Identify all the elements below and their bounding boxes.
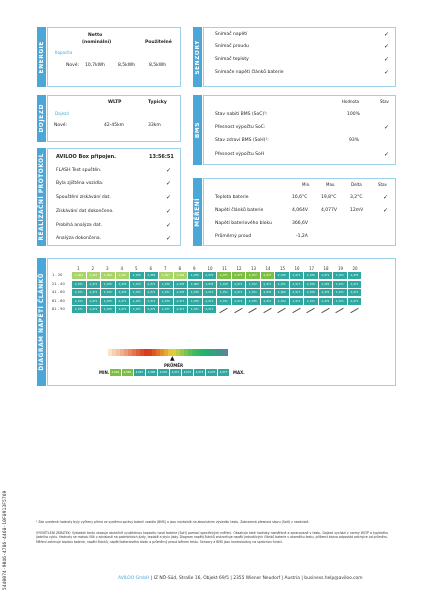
- check-icon: ✓: [166, 222, 172, 229]
- cell-voltage: 4,070: [116, 289, 130, 296]
- mereni-col-delta: Delta: [351, 182, 362, 187]
- cell-voltage: 4,071: [275, 281, 289, 288]
- cell-voltage: 4,070: [203, 281, 217, 288]
- cell-voltage: 4,070: [174, 281, 188, 288]
- check-icon: ✓: [384, 56, 390, 63]
- column-number: 11: [222, 266, 228, 271]
- check-icon: ✓: [383, 194, 389, 201]
- energie-row-label: Kapacita: [55, 50, 73, 55]
- column-number: 4: [120, 266, 124, 271]
- cell-voltage: 4,071: [319, 272, 333, 279]
- mereni-row-2-delta: 12mV: [350, 208, 364, 213]
- minmax-scale-cell: 4,073: [195, 371, 204, 374]
- dojezd-col-wltp: WLTP: [108, 100, 122, 105]
- dojezd-wltp-value: 42-45km: [104, 123, 125, 128]
- bms-row-3-label: Stav zdraví BMS (SoH)¹:: [215, 138, 269, 143]
- gradient-segment: [224, 349, 228, 356]
- cell-voltage: 4,071: [87, 281, 101, 288]
- explanation: VYSVĚTLENÍ ZKRATEK: Výsledek testu ukazuje skutečně využitelnou kapacitu nové baterie (SoH) pomocí specifických měření. Obsahuje také hodnoty naměřené a zpracované v testu. Dojezd vychází z normy WLTP a typického jízdního cyklu. Hodnoty se mohou lišit v závislosti na podmínkách jízdy, teplotě a stylu jízdy. Diagram napětí článků znázorňuje napětí jednotlivých článků baterie v okamžiku testu, přičemž barva odpovídá odchylce od průměru. Měření zahrnuje teplotu baterie, napětí článků, napětí bateriového bloku a průměrný proud během testu. Senzory a BMS jsou kontrolovány na správnou funkci.: [36, 531, 388, 544]
- protokol-label: REALIZAČNÍ PROTOKOL: [38, 153, 45, 241]
- column-number: 14: [265, 266, 271, 271]
- mereni-row-4-label: Průměrný proud: [215, 234, 252, 239]
- mereni-band: [193, 178, 202, 246]
- cell-voltage: 4,071: [333, 281, 347, 288]
- column-number: 16: [294, 266, 300, 271]
- senzory-item-3: Snímač teploty: [215, 57, 249, 62]
- cell-voltage: 4,071: [333, 289, 347, 296]
- bms-col-stav: Stav: [380, 99, 389, 104]
- cell-voltage: 4,070: [217, 281, 231, 288]
- energie-nominalni-value: 8,5kWh: [118, 63, 136, 68]
- minmax-scale-cell: 4,075: [207, 371, 216, 374]
- protokol-item-6: Analýza dokončena.: [56, 236, 102, 241]
- cell-voltage: 4,071: [290, 272, 304, 279]
- energie-box: [47, 27, 181, 87]
- column-number: 15: [280, 266, 286, 271]
- mereni-row-3-min: 366,6V: [292, 221, 308, 226]
- mereni-row-2-max: 4,077V: [321, 208, 337, 213]
- cell-voltage: 4,070: [116, 281, 130, 288]
- column-number: 6: [149, 266, 153, 271]
- minmax-scale-cell: 4,064: [111, 371, 120, 374]
- minmax-scale-cell: 4,077: [219, 371, 228, 374]
- dojezd-typicky-value: 33km: [148, 123, 161, 128]
- cell-voltage: 4,071: [304, 298, 318, 305]
- mereni-row-2-min: 4,064V: [292, 208, 308, 213]
- check-icon: ✓: [166, 208, 172, 215]
- senzory-box: [203, 27, 396, 87]
- cell-voltage: 4,071: [348, 298, 362, 305]
- cell-voltage: 4,070: [319, 289, 333, 296]
- mereni-row-3-label: Napětí bateriového bloku: [215, 221, 272, 226]
- cell-voltage: 4,071: [72, 281, 86, 288]
- check-icon: ✓: [384, 43, 390, 50]
- bms-row-1-value: 100%: [347, 112, 360, 117]
- column-number: 18: [323, 266, 329, 271]
- cell-voltage: 4,072: [275, 298, 289, 305]
- cell-voltage: 4,070: [246, 298, 260, 305]
- mereni-col-max: Max.: [326, 182, 336, 187]
- cell-voltage: 4,071: [290, 298, 304, 305]
- mereni-row-2-label: Napětí článků baterie: [215, 208, 264, 213]
- footer-separator: |: [301, 576, 305, 581]
- column-number: 13: [251, 266, 257, 271]
- mereni-row-1-label: Teplota baterie: [215, 195, 249, 200]
- cell-voltage: 4,071: [145, 281, 159, 288]
- cell-voltage: 4,070: [101, 281, 115, 288]
- bms-row-2-label: Přesnost výpočtu SoC:: [215, 125, 266, 130]
- row-range-label: 61 - 80: [52, 298, 65, 303]
- cell-voltage: 4,069: [188, 281, 202, 288]
- cell-voltage: 4,069: [319, 281, 333, 288]
- column-number: 1: [77, 266, 80, 271]
- cell-voltage: 4,070: [203, 272, 217, 279]
- cell-voltage: 4,064: [72, 272, 86, 279]
- dojezd-label: DOJEZD: [38, 104, 45, 133]
- energie-band: [37, 27, 46, 87]
- minmax-scale-cell: 4,072: [183, 371, 192, 374]
- cell-voltage: 4,071: [290, 281, 304, 288]
- cell-voltage: 4,071: [290, 289, 304, 296]
- footer-email: business.help@aviloo.com: [304, 576, 363, 581]
- minmax-scale-cell: 4,070: [159, 371, 168, 374]
- mereni-row-4-min: -1,2A: [296, 234, 308, 239]
- check-icon: ✓: [166, 235, 172, 242]
- row-range-label: 41 - 60: [52, 290, 65, 294]
- footer-separator: |: [281, 576, 285, 581]
- cell-voltage: 4,070: [348, 272, 362, 279]
- cell-voltage: 4,072: [145, 298, 159, 305]
- cell-voltage: 4,070: [101, 306, 115, 313]
- senzory-item-2: Snímač proudu: [215, 44, 249, 49]
- cell-voltage: 4,071: [246, 289, 260, 296]
- cell-voltage: 4,071: [116, 306, 130, 313]
- cell-voltage: 4,070: [275, 272, 289, 279]
- cell-voltage: 4,070: [130, 272, 144, 279]
- check-icon: ✓: [166, 167, 172, 174]
- cell-voltage: 4,071: [203, 298, 217, 305]
- protokol-item-1: FLASH Test spuštěn.: [56, 168, 102, 173]
- cell-voltage: 4,071: [217, 289, 231, 296]
- protokol-item-5: Probíhá analýza dat.: [56, 223, 102, 228]
- mereni-col-stav: Stav: [378, 182, 387, 187]
- cell-voltage: 4,070: [319, 298, 333, 305]
- column-number: 9: [193, 266, 196, 271]
- minmax-scale-cell: 4,068: [147, 371, 156, 374]
- energie-col-pouzitelne: Použitelné: [145, 40, 172, 45]
- cell-voltage: 4,072: [246, 281, 260, 288]
- minmax-scale-cell: 4,067: [135, 371, 144, 374]
- cell-voltage: 4,071: [116, 298, 130, 305]
- cell-voltage: 4,071: [203, 306, 217, 313]
- footer-line: [118, 577, 363, 581]
- cell-voltage: 4,070: [261, 289, 275, 296]
- cell-voltage: 4,070: [188, 289, 202, 296]
- cell-voltage: 4,077: [217, 272, 231, 279]
- cell-voltage: 4,070: [174, 289, 188, 296]
- bms-row-1-label: Stav nabití BMS (SoC)¹:: [215, 112, 268, 117]
- diagram-label: DIAGRAM NAPĚTÍ ČLÁNKŮ: [38, 273, 45, 371]
- senzory-label: SENZORY: [194, 39, 201, 75]
- check-icon: ✓: [384, 69, 390, 76]
- cell-voltage: 4,071: [130, 289, 144, 296]
- cell-voltage: 4,070: [188, 298, 202, 305]
- minmax-scale-cell: 4,066: [123, 371, 132, 374]
- column-number: 8: [178, 266, 182, 271]
- cell-voltage: 4,068: [174, 272, 188, 279]
- cell-voltage: 4,070: [101, 298, 115, 305]
- cell-voltage: 4,069: [275, 289, 289, 296]
- row-range-label: 81 - 90: [52, 307, 65, 311]
- protokol-item-2: Byla zjištěna vozidla.: [56, 181, 104, 186]
- column-number: 2: [91, 266, 95, 271]
- column-number: 3: [106, 266, 109, 271]
- cell-voltage: 4,071: [261, 281, 275, 288]
- energie-nove-label: Nové:: [66, 63, 80, 68]
- cell-voltage: 4,071: [130, 306, 144, 313]
- bms-row-4-label: Přesnost výpočtu SoH: [215, 152, 265, 157]
- cell-voltage: 4,071: [159, 306, 173, 313]
- cell-voltage: 4,071: [188, 306, 202, 313]
- cell-voltage: 4,071: [261, 298, 275, 305]
- cell-voltage: 4,071: [232, 298, 246, 305]
- cell-voltage: 4,077: [232, 272, 246, 279]
- mereni-row-1-min: 16,6°C: [292, 195, 308, 200]
- cell-voltage: 4,071: [203, 289, 217, 296]
- cell-voltage: 4,070: [159, 298, 173, 305]
- footnote: ¹ Zde uvedené hodnoty byly vyčteny přímo ze systému správy baterií vozidla (BMS) a jsou nezávislé na absolutním výsledku testu. Zobrazená přesnost stavu (SoH) z nezávislé.: [36, 520, 310, 524]
- document-id: 5440074-9046-4786-4468-10F8913F5769: [3, 490, 8, 590]
- cell-voltage: 4,070: [304, 272, 318, 279]
- mereni-row-1-max: 19,8°C: [321, 195, 337, 200]
- cell-voltage: 4,071: [333, 298, 347, 305]
- bms-row-3-value: 93%: [349, 138, 360, 143]
- energie-col-netto: Netto: [88, 33, 103, 38]
- protokol-title: AVILOO Box připojen.: [56, 154, 117, 160]
- cell-voltage: 4,077: [261, 272, 275, 279]
- cell-voltage: 4,070: [304, 289, 318, 296]
- average-marker-icon: ▲: [170, 355, 175, 362]
- energie-col-netto-sub: (nominální): [82, 40, 112, 45]
- diagram-band: [37, 258, 46, 386]
- column-number: 12: [236, 266, 242, 271]
- cell-voltage: 4,069: [145, 272, 159, 279]
- senzory-item-4: Snímače napětí článků baterie: [215, 70, 284, 75]
- column-number: 17: [309, 266, 315, 271]
- footer-company: AVILOO GmbH: [118, 576, 150, 581]
- cell-voltage: 4,071: [232, 281, 246, 288]
- cell-voltage: 4,071: [72, 289, 86, 296]
- senzory-item-1: Snímač napětí: [215, 32, 248, 37]
- footer-city: 2355 Wiener Neudorf: [233, 576, 281, 581]
- cell-voltage: 4,071: [72, 298, 86, 305]
- check-icon: ✓: [166, 180, 172, 187]
- cell-voltage: 4,068: [101, 272, 115, 279]
- cell-voltage: 4,070: [188, 272, 202, 279]
- cell-voltage: 4,072: [101, 289, 115, 296]
- protokol-item-4: Získávání dat dokončeno.: [56, 209, 114, 214]
- cell-voltage: 4,071: [348, 289, 362, 296]
- check-icon: ✓: [166, 194, 172, 201]
- senzory-band: [193, 27, 202, 87]
- protokol-band: [37, 148, 46, 246]
- footer-country: Austria: [284, 576, 300, 581]
- cell-voltage: 4,071: [87, 289, 101, 296]
- cell-voltage: 4,071: [159, 289, 173, 296]
- cell-voltage: 4,071: [348, 281, 362, 288]
- dojezd-nove-label: Nové:: [54, 123, 68, 128]
- energie-pouzitelne-value: 8,5kWh: [149, 63, 167, 68]
- check-icon: ✓: [384, 31, 390, 38]
- voltage-gradient-bar: [108, 349, 228, 356]
- mereni-col-min: Min.: [302, 182, 311, 187]
- cell-voltage: 4,071: [217, 298, 231, 305]
- cell-voltage: 4,072: [130, 281, 144, 288]
- minmax-scale-cell: 4,071: [171, 371, 180, 374]
- mereni-box: [203, 178, 396, 246]
- cell-voltage: 4,070: [159, 281, 173, 288]
- energie-label: ENERGIE: [38, 40, 45, 74]
- cell-voltage: 4,071: [174, 306, 188, 313]
- cell-voltage: 4,071: [174, 298, 188, 305]
- row-range-label: 21 - 40: [52, 281, 65, 286]
- cell-voltage: 4,067: [116, 272, 130, 279]
- check-icon: ✓: [383, 207, 389, 214]
- mereni-row-1-delta: 3,2°C: [350, 195, 363, 200]
- min-label: MIN.: [99, 370, 110, 375]
- mereni-label: MĚŘENÍ: [194, 197, 201, 227]
- column-number: 5: [135, 266, 138, 271]
- cell-voltage: 4,071: [145, 289, 159, 296]
- dojezd-row-label: Dojezd: [55, 111, 69, 116]
- footer-separator: |: [230, 576, 234, 581]
- protokol-time: 13:56:51: [149, 154, 174, 160]
- bms-box: [203, 95, 396, 165]
- dojezd-box: [47, 95, 181, 142]
- column-number: 20: [352, 266, 358, 271]
- cell-voltage: 4,067: [87, 272, 101, 279]
- cell-voltage: 4,072: [145, 306, 159, 313]
- check-icon: ✓: [384, 151, 390, 158]
- bms-col-hodnota: Hodnota: [342, 99, 359, 104]
- dojezd-col-typicky: Typicky: [148, 100, 167, 105]
- cell-voltage: 4,071: [87, 306, 101, 313]
- cell-voltage: 4,071: [130, 298, 144, 305]
- cell-voltage: 4,071: [333, 272, 347, 279]
- footer-address: IZ NÖ-Süd, Straße 16, Objekt 69/5: [153, 576, 229, 581]
- bms-label: BMS: [194, 121, 201, 139]
- cell-voltage: 4,070: [304, 281, 318, 288]
- bms-band: [193, 95, 202, 165]
- check-icon: ✓: [384, 124, 390, 131]
- energie-netto-value: 10,7kWh: [85, 63, 105, 68]
- footer-separator: |: [150, 576, 154, 581]
- row-range-label: 1 - 20: [52, 273, 63, 277]
- column-number: 10: [207, 266, 213, 271]
- dojezd-band: [37, 95, 46, 142]
- max-label: MAX.: [233, 370, 245, 375]
- cell-voltage: 4,067: [159, 272, 173, 279]
- cell-voltage: 4,071: [87, 298, 101, 305]
- protokol-item-3: Spouštění získávání dat.: [56, 195, 111, 200]
- protokol-box: [47, 148, 181, 246]
- cell-voltage: 4,071: [232, 289, 246, 296]
- column-number: 19: [338, 266, 344, 271]
- prumer-label: PRŮMĚR: [164, 363, 184, 368]
- column-number: 7: [164, 266, 167, 271]
- cell-voltage: 4,077: [246, 272, 260, 279]
- cell-voltage: 4,071: [72, 306, 86, 313]
